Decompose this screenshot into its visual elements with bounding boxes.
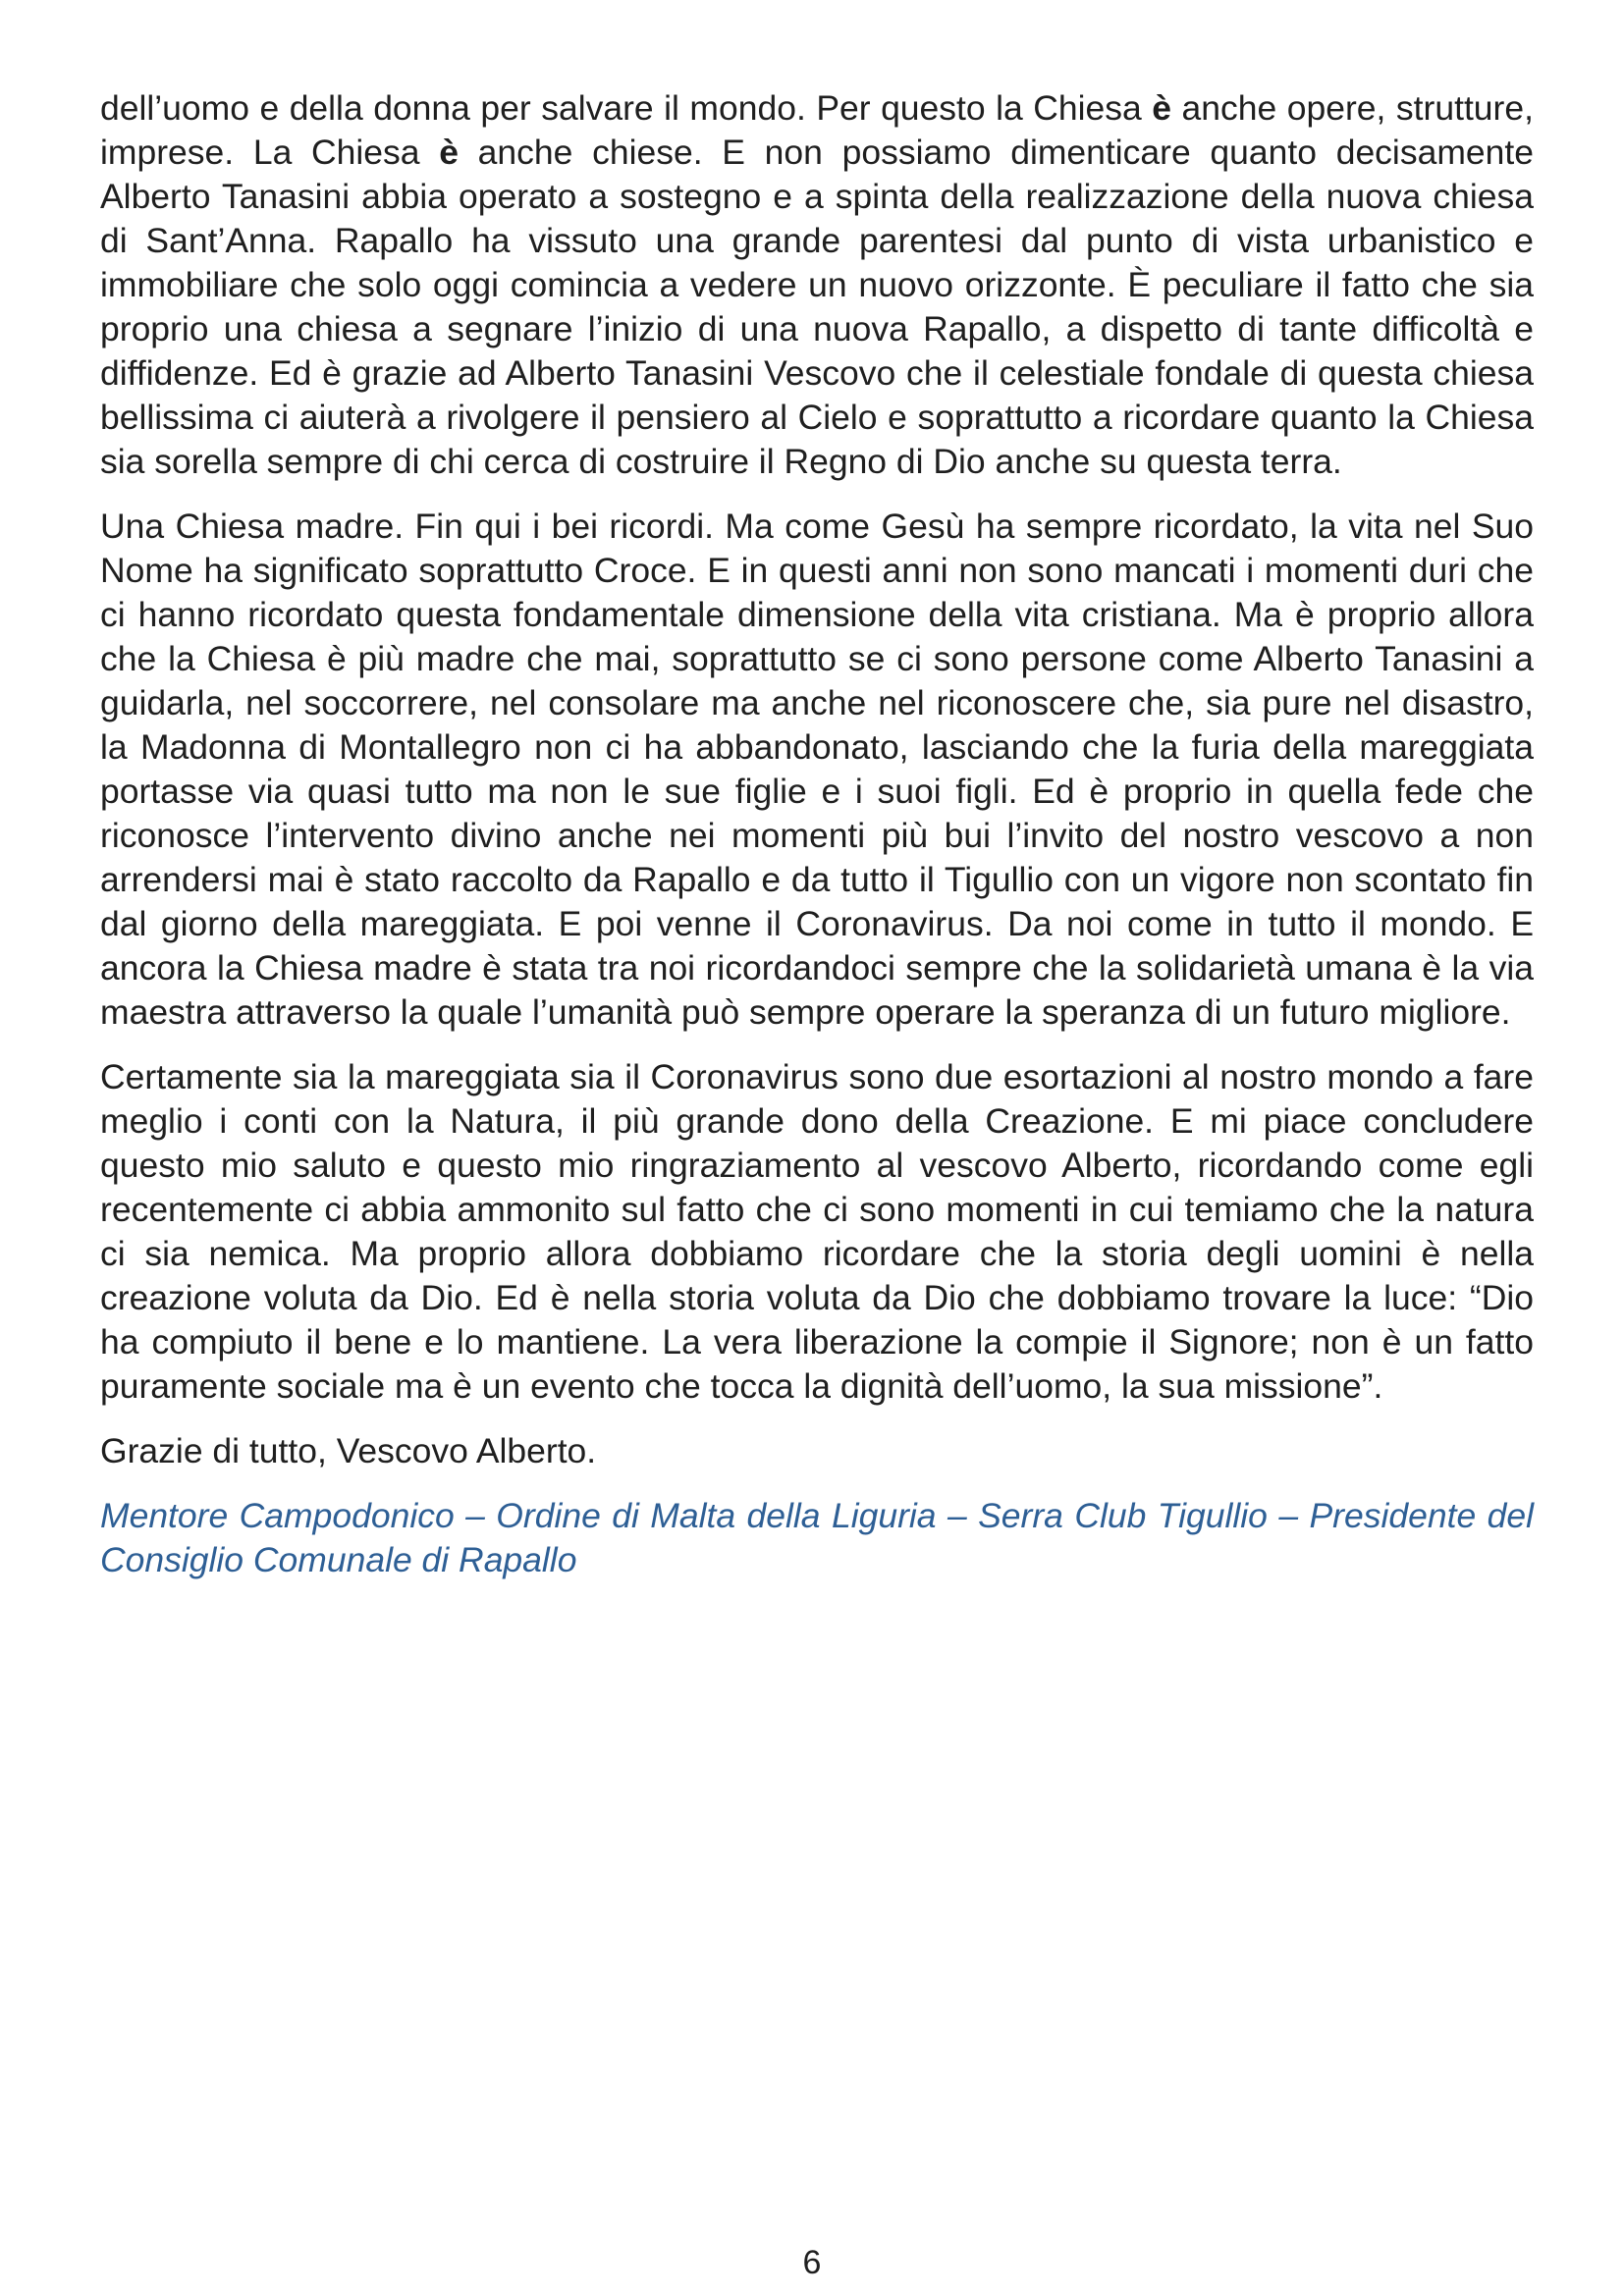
paragraph-3-text: Certamente sia la mareggiata sia il Coronavirus sono due esortazioni al nostro mondo a fare meglio i conti con la Natura, il più grande dono della Creazione. E mi piace concludere questo mio saluto e questo mio ringraziamento al vescovo Alberto, ricordando come egli recentemente ci abbia ammonito sul fatto che ci sono momenti in cui temiamo che la natura ci sia nemica. Ma proprio allora dobbiamo ricordare che la storia degli uomini è nella creazione voluta da Dio. Ed è nella storia voluta da Dio che dobbiamo trovare la luce: “Dio ha compiuto il bene e lo mantiene. La vera liberazione la compie il Signore; non è un fatto puramente sociale ma è un evento che tocca la dignità dell’uomo, la sua missione”. [100, 1057, 1534, 1406]
paragraph-3 [100, 1055, 1534, 1409]
author-signature: Mentore Campodonico – Ordine di Malta della Liguria – Serra Club Tigullio – Presidente del Consiglio Comunale di Rapallo [100, 1496, 1534, 1579]
paragraph-1-text-2: anche opere, strutture, imprese. La Chiesa [100, 88, 1534, 172]
paragraph-1-bold-verb-2: è [439, 133, 459, 172]
body-text-column [100, 86, 1534, 1582]
paragraph-2 [100, 505, 1534, 1035]
paragraph-1-text-3: anche chiese. E non possiamo dimenticare quanto decisamente Alberto Tanasini abbia operato a sostegno e a spinta della realizzazione della nuova chiesa di Sant’Anna. Rapallo ha vissuto una grande parentesi dal punto di vista urbanistico e immobiliare che solo oggi comincia a vedere un nuovo orizzonte. È peculiare il fatto che sia proprio una chiesa a segnare l’inizio di una nuova Rapallo, a dispetto di tante difficoltà e diffidenze. Ed è grazie ad Alberto Tanasini Vescovo che il celestiale fondale di questa chiesa bellissima ci aiuterà a rivolgere il pensiero al Cielo e soprattutto a ricordare quanto la Chiesa sia sorella sempre di chi cerca di costruire il Regno di Dio anche su questa terra. [100, 133, 1534, 481]
paragraph-1 [100, 86, 1534, 484]
closing-greeting-text: Grazie di tutto, Vescovo Alberto. [100, 1431, 597, 1470]
page-number: 6 [802, 2244, 822, 2281]
paragraph-2-text: Una Chiesa madre. Fin qui i bei ricordi. Ma come Gesù ha sempre ricordato, la vita nel Suo Nome ha significato soprattutto Croce. E in questi anni non sono mancati i momenti duri che ci hanno ricordato questa fondamentale dimensione della vita cristiana. Ma è proprio allora che la Chiesa è più madre che mai, soprattutto se ci sono persone come Alberto Tanasini a guidarla, nel soccorrere, nel consolare ma anche nel riconoscere che, sia pure nel disastro, la Madonna di Montallegro non ci ha abbandonato, lasciando che la furia della mareggiata portasse via quasi tutto ma non le sue figlie e i suoi figli. Ed è proprio in quella fede che riconosce l’intervento divino anche nei momenti più bui l’invito del nostro vescovo a non arrendersi mai è stato raccolto da Rapallo e da tutto il Tigullio con un vigore non scontato fin dal giorno della mareggiata. E poi venne il Coronavirus. Da noi come in tutto il mondo. E ancora la Chiesa madre è stata tra noi ricordandoci sempre che la solidarietà umana è la via maestra attraverso la quale l’umanità può sempre operare la speranza di un futuro migliore. [100, 507, 1534, 1032]
closing-greeting [100, 1429, 1534, 1473]
paragraph-1-text-1: dell’uomo e della donna per salvare il mondo. Per questo la Chiesa [100, 88, 1153, 128]
paragraph-1-bold-verb-1: è [1152, 88, 1172, 128]
